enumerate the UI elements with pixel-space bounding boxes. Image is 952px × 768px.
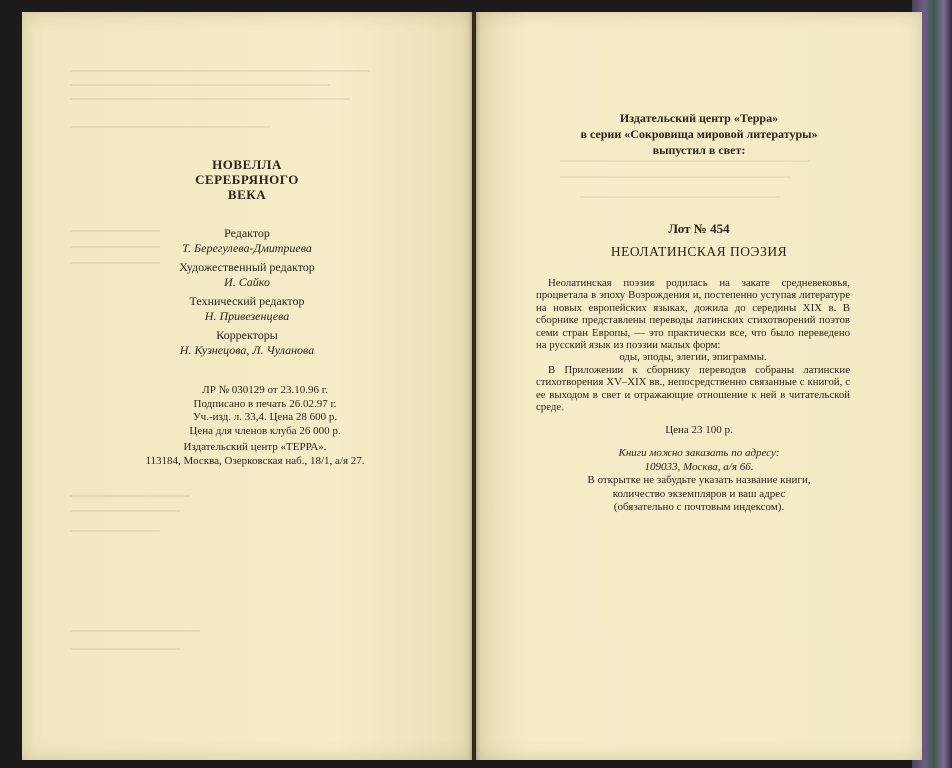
lot-number: Лот № 454 xyxy=(668,221,730,236)
credit-name: Н. Привезенцева xyxy=(204,309,290,323)
book-title-line: ВЕКА xyxy=(227,187,267,202)
credits-block xyxy=(22,225,472,358)
book-title-line: НОВЕЛЛА xyxy=(212,157,282,172)
series-header-line: Издательский центр «Терра» xyxy=(619,111,779,125)
series-header-line: выпустил в свет: xyxy=(652,143,746,157)
imprint-line: ЛР № 030129 от 23.10.96 г. xyxy=(202,384,328,396)
order-line: количество экземпляров и ваш адрес xyxy=(612,487,786,500)
description-paragraph: В Приложении к сборнику переводов собраны латинские стихотворения XV–XIX вв., непосредственно связанные с книгой, с ее выходом в свет и отражающие отношение к ней в читательской среде. xyxy=(536,363,850,414)
order-line: (обязательно с почтовым индексом). xyxy=(613,501,785,513)
credit-name: Т. Берегулева-Дмитриева xyxy=(182,241,312,255)
order-line: Книги можно заказать по адресу: xyxy=(618,447,780,459)
publisher-line: 113184, Москва, Озерковская наб., 18/1, а/я 27. xyxy=(145,454,365,467)
imprint-line: Цена для членов клуба 26 000 р. xyxy=(189,424,341,437)
credit-role: Корректоры xyxy=(216,328,278,342)
order-line: 109033, Москва, а/я 66. xyxy=(644,460,754,473)
credit-role: Редактор xyxy=(224,226,270,240)
publisher-address xyxy=(30,441,480,468)
credit-name: Н. Кузнецова, Л. Чуланова xyxy=(179,343,315,357)
imprint-block xyxy=(40,384,490,438)
imprint-line: Уч.-изд. л. 33,4. Цена 28 600 р. xyxy=(192,411,338,423)
imprint-line: Подписано в печать 26.02.97 г. xyxy=(193,397,337,410)
credit-role: Технический редактор xyxy=(189,294,305,308)
order-line: В открытке не забудьте указать название книги, xyxy=(587,474,811,486)
description-paragraph-end: оды, эподы, элегии, эпиграммы. xyxy=(619,351,767,364)
price: Цена 23 100 р. xyxy=(665,424,733,436)
description-paragraph: Неолатинская поэзия родилась на закате средневековья, процветала в эпоху Возрождения и, постепенно уступая литературе на новых европейских языках, дожила до середины XIX в. В сборнике представлены переводы латинских стихотворений поэтов семи стран Европы, — это практически все, что было переведено на русский язык из поэзии малых форм: xyxy=(536,277,850,352)
series-header xyxy=(476,110,922,158)
credit-role: Художественный редактор xyxy=(179,260,315,274)
credit-name: И. Сайко xyxy=(224,275,270,289)
book-title-line: СЕРЕБРЯНОГО xyxy=(195,172,299,187)
order-info xyxy=(476,447,922,515)
publisher-line: Издательский центр «ТЕРРА». xyxy=(183,441,327,453)
featured-book-title: НЕОЛАТИНСКАЯ ПОЭЗИЯ xyxy=(610,244,788,259)
book-description xyxy=(536,277,850,413)
series-header-line: в серии «Сокровища мировой литературы» xyxy=(580,127,818,141)
book-title-block xyxy=(22,157,472,202)
